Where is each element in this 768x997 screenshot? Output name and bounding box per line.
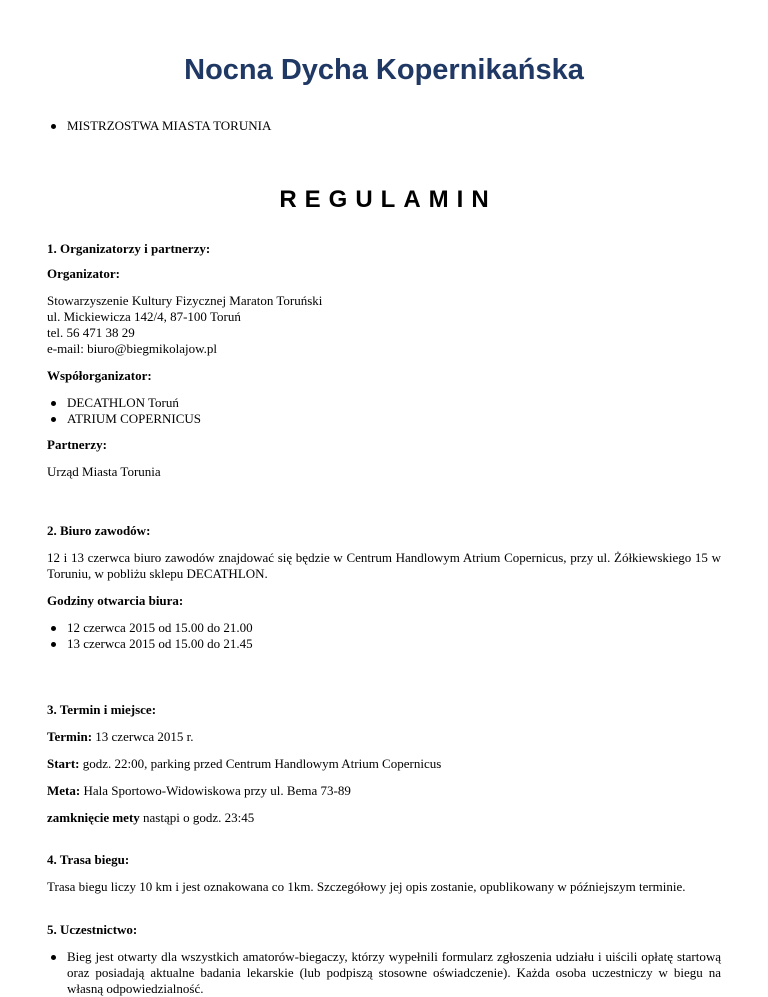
section-heading: 5. Uczestnictwo: bbox=[47, 922, 138, 937]
finish-line bbox=[47, 783, 721, 799]
organizer-address bbox=[47, 293, 721, 357]
section-heading: 3. Termin i miejsce: bbox=[47, 702, 157, 717]
participation-list bbox=[47, 949, 721, 997]
section-heading: 2. Biuro zawodów: bbox=[47, 523, 151, 538]
partners-value: Urząd Miasta Torunia bbox=[47, 464, 161, 479]
date-value: 13 czerwca 2015 r. bbox=[92, 729, 194, 744]
address-line: Stowarzyszenie Kultury Fizycznej Maraton Toruński bbox=[47, 293, 323, 308]
section-heading: 4. Trasa biegu: bbox=[47, 852, 130, 867]
regulations-heading: REGULAMIN bbox=[279, 186, 497, 213]
coorganizer-label: Współorganizator: bbox=[47, 368, 152, 383]
office-location-text: 12 i 13 czerwca biuro zawodów znajdować się będzie w Centrum Handlowym Atrium Copernicus, przy ul. Żółkiewskiego 15 w Toruniu, w pobliżu sklepu DECATHLON. bbox=[47, 550, 721, 581]
section-heading: 1. Organizatorzy i partnerzy: bbox=[47, 241, 211, 256]
start-value: godz. 22:00, parking przed Centrum Handlowym Atrium Copernicus bbox=[79, 756, 442, 771]
close-label: zamknięcie mety bbox=[47, 810, 140, 825]
coorganizer-list bbox=[47, 395, 721, 427]
list-item: Bieg jest otwarty dla wszystkich amatorów-biegaczy, którzy wypełnili formularz zgłoszenia udziału i uiścili opłatę startową oraz posiadają aktualne badania lekarskie (lub podpiszą stosowne oświadczenie). Każda osoba uczestniczy w biegu na własną odpowiedzialność. bbox=[47, 949, 721, 997]
list-item: DECATHLON Toruń bbox=[47, 395, 721, 411]
page-title: Nocna Dycha Kopernikańska bbox=[184, 54, 584, 86]
office-hours-list bbox=[47, 620, 721, 652]
subtitle-list bbox=[47, 118, 721, 134]
list-item: 12 czerwca 2015 od 15.00 do 21.00 bbox=[47, 620, 721, 636]
close-line bbox=[47, 810, 721, 826]
office-hours-label: Godziny otwarcia biura: bbox=[47, 593, 184, 608]
organizer-label: Organizator: bbox=[47, 266, 120, 281]
start-line bbox=[47, 756, 721, 772]
partners-label: Partnerzy: bbox=[47, 437, 107, 452]
start-label: Start: bbox=[47, 756, 80, 771]
list-item: ATRIUM COPERNICUS bbox=[47, 411, 721, 427]
route-text: Trasa biegu liczy 10 km i jest oznakowana co 1km. Szczegółowy jej opis zostanie, opublikowany w późniejszym terminie. bbox=[47, 879, 686, 894]
address-line: ul. Mickiewicza 142/4, 87-100 Toruń bbox=[47, 309, 241, 324]
date-line bbox=[47, 729, 721, 745]
finish-value: Hala Sportowo-Widowiskowa przy ul. Bema 73-89 bbox=[80, 783, 351, 798]
list-item: MISTRZOSTWA MIASTA TORUNIA bbox=[47, 118, 721, 134]
finish-label: Meta: bbox=[47, 783, 81, 798]
address-line: e-mail: biuro@biegmikolajow.pl bbox=[47, 341, 217, 356]
close-value: nastąpi o godz. 23:45 bbox=[139, 810, 255, 825]
date-label: Termin: bbox=[47, 729, 93, 744]
list-item: 13 czerwca 2015 od 15.00 do 21.45 bbox=[47, 636, 721, 652]
address-line: tel. 56 471 38 29 bbox=[47, 325, 135, 340]
